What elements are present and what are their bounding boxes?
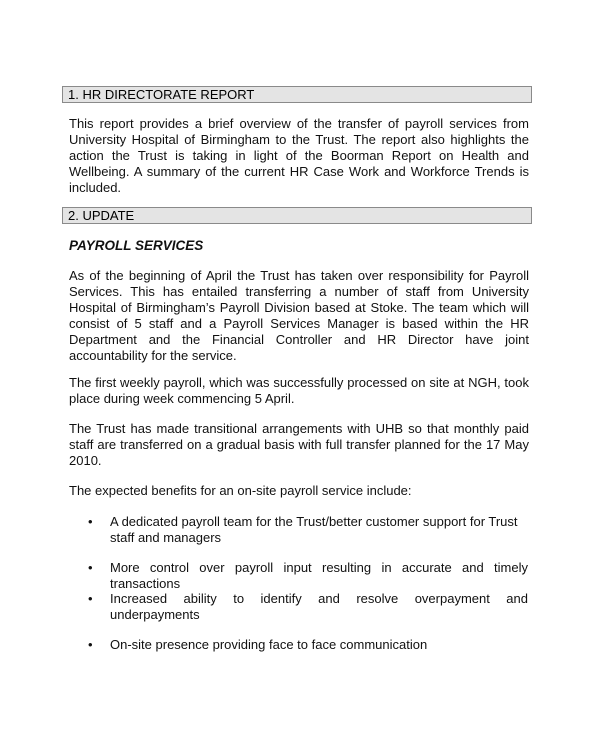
bullet-icon: • bbox=[88, 560, 93, 575]
bullet-text: More control over payroll input resulting in accurate and timely transactions bbox=[110, 560, 528, 591]
bullet-text: A dedicated payroll team for the Trust/better customer support for Trust staff and managers bbox=[110, 514, 518, 545]
intro-paragraph: This report provides a brief overview of the transfer of payroll services from University Hospital of Birmingham to the Trust. The report also highlights the action the Trust is taking in light of the Boorman Report on Health and Wellbeing. A summary of the current HR Case Work and Workforce Trends is included. bbox=[69, 116, 529, 195]
paragraph-transitional-arrangements: The Trust has made transitional arrangements with UHB so that monthly paid staff are transferred on a gradual basis with full transfer planned for the 17 May 2010. bbox=[69, 421, 529, 468]
bullet-text: On-site presence providing face to face communication bbox=[110, 637, 428, 652]
bullet-text: Increased ability to identify and resolve overpayment and underpayments bbox=[110, 591, 528, 622]
section-heading-hr-directorate-report: 1. HR DIRECTORATE REPORT bbox=[62, 86, 532, 103]
paragraph-first-weekly-payroll: The first weekly payroll, which was successfully processed on site at NGH, took place during week commencing 5 April. bbox=[69, 375, 529, 406]
paragraph-expected-benefits: The expected benefits for an on-site payroll service include: bbox=[69, 483, 412, 498]
bullet-icon: • bbox=[88, 514, 93, 529]
paragraph-payroll-takeover: As of the beginning of April the Trust has taken over responsibility for Payroll Services. This has entailed transferring a number of staff from University Hospital of Birmingham’s Payroll Division based at Stoke. The team which will consist of 5 staff and a Payroll Services Manager is based within the HR Department and the Financial Controller and HR Director have joint accountability for the service. bbox=[69, 268, 529, 363]
subheading-payroll-services: PAYROLL SERVICES bbox=[69, 238, 204, 253]
bullet-icon: • bbox=[88, 591, 93, 606]
section-heading-update: 2. UPDATE bbox=[62, 207, 532, 224]
bullet-icon: • bbox=[88, 637, 93, 652]
